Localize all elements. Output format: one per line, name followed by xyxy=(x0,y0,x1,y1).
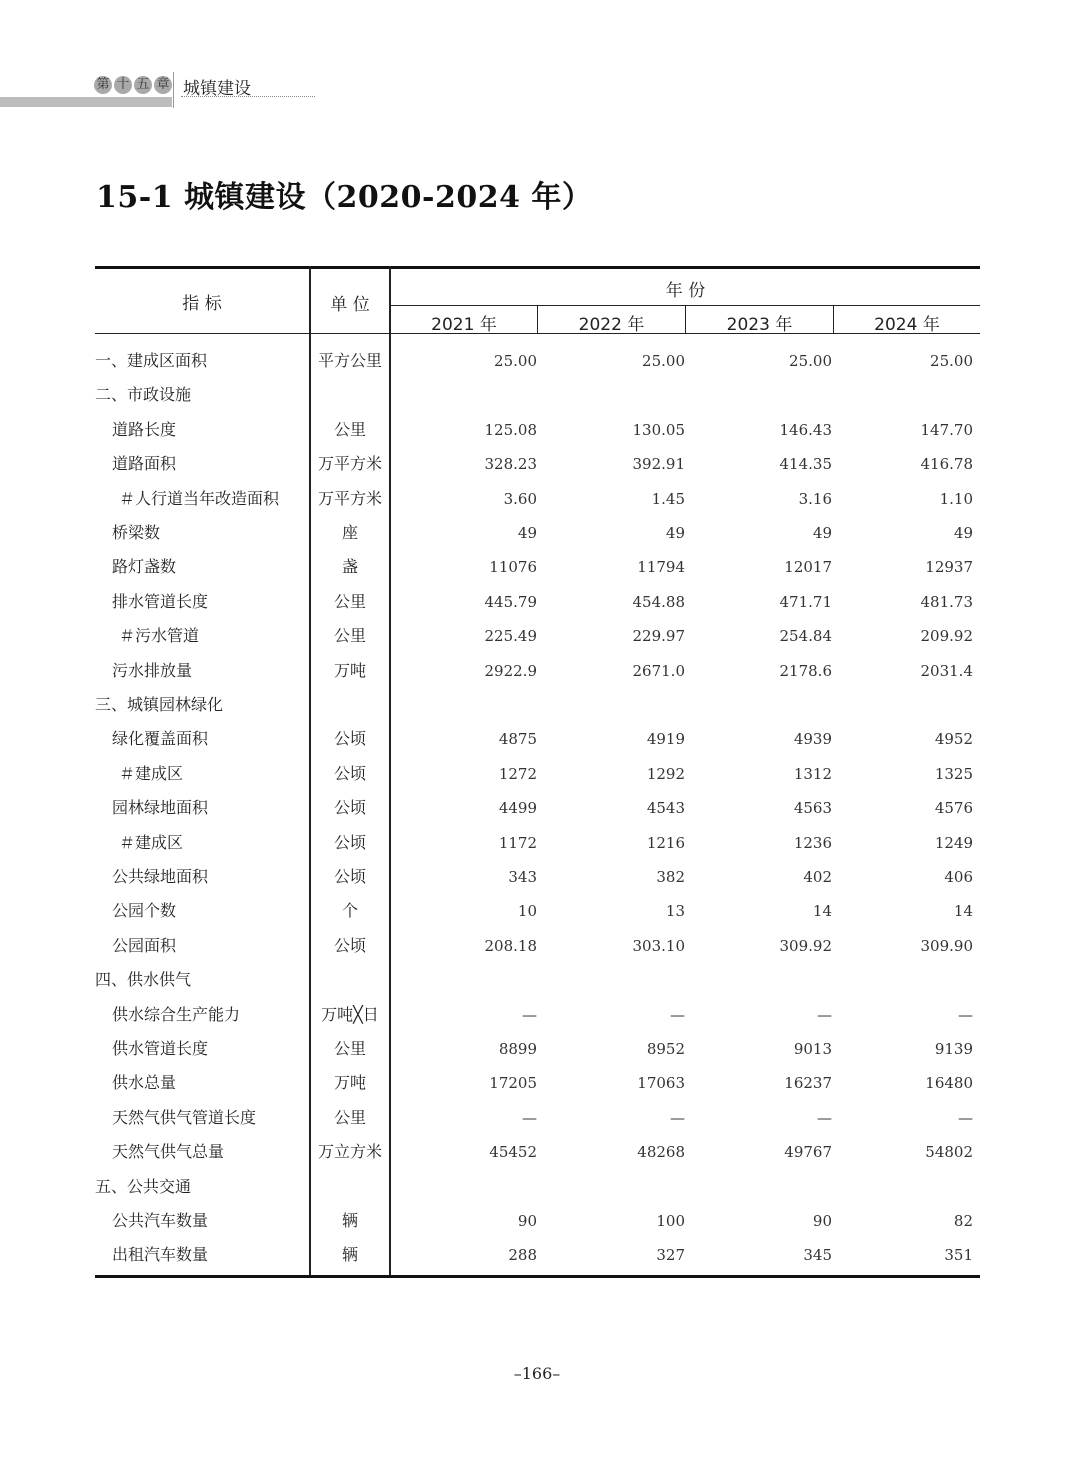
table-row xyxy=(95,1066,980,1100)
page-title: 15-1 城镇建设（2020-2024 年） xyxy=(96,180,593,215)
value-cell: 1325 xyxy=(934,764,973,783)
row-unit: 公里 xyxy=(333,1039,366,1058)
row-label: 二、市政设施 xyxy=(95,385,192,405)
value-cell: 1236 xyxy=(793,833,832,852)
row-label: 天然气供气总量 xyxy=(112,1142,225,1162)
value-cell: 303.10 xyxy=(632,936,685,955)
value-cell: 25.00 xyxy=(789,352,832,370)
value-cell: 100 xyxy=(656,1212,685,1230)
value-cell: 130.05 xyxy=(632,420,685,439)
table-row xyxy=(95,516,980,550)
value-cell: 4563 xyxy=(793,799,832,818)
value-cell: 1312 xyxy=(793,764,832,783)
row-label: 公园个数 xyxy=(112,901,177,921)
value-cell: 343 xyxy=(508,868,537,886)
row-label: 供水管道长度 xyxy=(112,1039,209,1058)
header-year: 2023 年 xyxy=(726,315,793,335)
value-cell: 49 xyxy=(517,524,537,542)
value-cell: 49 xyxy=(812,524,832,542)
value-cell: 9013 xyxy=(793,1040,832,1058)
value-cell: 208.18 xyxy=(484,936,537,955)
value-cell: 17205 xyxy=(489,1074,537,1093)
value-cell: 9139 xyxy=(934,1040,973,1058)
row-unit: 个 xyxy=(341,901,358,921)
row-label: 出租汽车数量 xyxy=(112,1245,209,1265)
value-cell: 481.73 xyxy=(920,592,973,611)
value-cell: 209.92 xyxy=(920,627,973,646)
table-row xyxy=(95,998,980,1032)
value-cell: 2671.0 xyxy=(632,661,685,680)
row-label: 桥梁数 xyxy=(112,523,161,542)
value-cell: 4939 xyxy=(793,730,832,749)
table-row xyxy=(95,378,980,412)
row-label: ＃建成区 xyxy=(119,763,184,783)
value-cell: 1272 xyxy=(498,764,537,783)
row-label: ＃建成区 xyxy=(119,832,184,852)
value-cell: 4875 xyxy=(498,730,537,749)
table-row xyxy=(95,860,980,894)
row-label: 排水管道长度 xyxy=(112,591,209,611)
chapter-char: 十 xyxy=(114,76,132,94)
row-unit: 座 xyxy=(341,523,358,542)
value-cell: — xyxy=(522,1005,537,1024)
row-unit: 平方公里 xyxy=(317,351,382,370)
row-label: 污水排放量 xyxy=(112,660,193,680)
row-unit: 公里 xyxy=(333,626,366,646)
value-cell: 16480 xyxy=(925,1074,973,1093)
header-year: 2024 年 xyxy=(874,315,940,335)
value-cell: 125.08 xyxy=(484,420,537,439)
value-cell: — xyxy=(670,1005,685,1024)
row-unit: 公顷 xyxy=(333,832,366,852)
header-unit: 单 位 xyxy=(330,295,370,315)
value-cell: 416.78 xyxy=(920,455,973,474)
header-year-group: 年 份 xyxy=(665,281,706,301)
row-unit: 公顷 xyxy=(333,798,366,818)
value-cell: — xyxy=(670,1108,685,1127)
row-unit: 万平方米 xyxy=(317,488,382,508)
value-cell: 3.16 xyxy=(798,489,832,508)
row-unit: 公里 xyxy=(333,591,366,611)
row-label: ＃污水管道 xyxy=(119,626,200,646)
value-cell: 3.60 xyxy=(503,489,537,508)
value-cell: 16237 xyxy=(784,1074,832,1093)
value-cell: — xyxy=(958,1108,973,1127)
header-year: 2022 年 xyxy=(578,315,645,335)
value-cell: 146.43 xyxy=(779,420,832,439)
value-cell: 2922.9 xyxy=(484,661,537,680)
value-cell: 392.91 xyxy=(632,455,685,474)
value-cell: 1216 xyxy=(646,833,685,852)
header-year: 2021 年 xyxy=(431,315,497,335)
value-cell: 147.70 xyxy=(920,420,973,439)
value-cell: 2031.4 xyxy=(920,661,973,680)
row-label: 四、供水供气 xyxy=(95,970,192,990)
table-row xyxy=(95,1135,980,1169)
table-row xyxy=(95,894,980,928)
value-cell: 25.00 xyxy=(642,352,685,370)
value-cell: — xyxy=(817,1005,832,1024)
row-unit: 万吨 xyxy=(333,660,366,680)
table-bottom-rule xyxy=(95,1275,980,1278)
row-unit: 辆 xyxy=(341,1211,358,1230)
row-unit: 公顷 xyxy=(333,729,366,749)
table-row xyxy=(95,1204,980,1238)
value-cell: 254.84 xyxy=(779,627,832,646)
table-row xyxy=(95,1238,980,1272)
value-cell: 382 xyxy=(656,868,685,886)
table-row xyxy=(95,585,980,619)
section-title: 城镇建设 xyxy=(183,79,251,99)
value-cell: 14 xyxy=(812,902,832,921)
value-cell: 288 xyxy=(508,1246,537,1265)
chapter-char: 五 xyxy=(134,76,152,94)
header-dotted-rule xyxy=(181,96,315,97)
value-cell: 11794 xyxy=(637,558,685,577)
value-cell: 309.90 xyxy=(920,936,973,955)
table-row xyxy=(95,929,980,963)
value-cell: 1.45 xyxy=(651,489,685,508)
row-unit: 公顷 xyxy=(333,867,366,886)
row-unit: 万平方米 xyxy=(317,454,382,474)
row-label: 绿化覆盖面积 xyxy=(112,729,209,749)
value-cell: 1172 xyxy=(498,833,537,852)
row-label: 路灯盏数 xyxy=(112,557,177,577)
table-row xyxy=(95,550,980,584)
value-cell: 1249 xyxy=(934,833,973,852)
chapter-char: 第 xyxy=(94,76,112,94)
value-cell: 328.23 xyxy=(484,455,537,474)
value-cell: — xyxy=(958,1005,973,1024)
row-unit: 万吨 xyxy=(333,1073,366,1093)
value-cell: 45452 xyxy=(489,1143,537,1162)
value-cell: 13 xyxy=(665,902,685,921)
header-divider xyxy=(173,72,174,108)
value-cell: 14 xyxy=(953,902,973,921)
value-cell: 90 xyxy=(812,1212,832,1230)
value-cell: 8952 xyxy=(646,1040,685,1058)
table-row xyxy=(95,413,980,447)
value-cell: 90 xyxy=(517,1212,537,1230)
row-label: 供水综合生产能力 xyxy=(112,1004,241,1024)
value-cell: 406 xyxy=(944,868,973,886)
table-row xyxy=(95,344,980,378)
row-unit: 辆 xyxy=(341,1245,358,1265)
table-row xyxy=(95,688,980,722)
table-row xyxy=(95,826,980,860)
value-cell: — xyxy=(522,1108,537,1127)
row-unit: 公里 xyxy=(333,419,366,439)
row-unit: 万吨╳日 xyxy=(321,1004,379,1024)
value-cell: 11076 xyxy=(489,558,537,577)
row-unit: 盏 xyxy=(341,557,358,577)
table-row xyxy=(95,1170,980,1204)
table-row xyxy=(95,722,980,756)
value-cell: 10 xyxy=(517,902,537,921)
value-cell: 225.49 xyxy=(484,627,537,646)
row-label: 道路面积 xyxy=(112,454,177,474)
value-cell: 8899 xyxy=(498,1040,537,1058)
row-label: 三、城镇园林绿化 xyxy=(95,695,224,714)
row-label: 公共绿地面积 xyxy=(112,867,209,886)
table-row xyxy=(95,654,980,688)
value-cell: 309.92 xyxy=(779,936,832,955)
table-row xyxy=(95,447,980,481)
value-cell: 4952 xyxy=(934,730,973,749)
value-cell: 327 xyxy=(656,1246,685,1265)
row-unit: 公里 xyxy=(333,1107,366,1127)
value-cell: 351 xyxy=(944,1246,973,1265)
value-cell: 25.00 xyxy=(494,352,537,370)
value-cell: 17063 xyxy=(637,1074,685,1093)
row-label: 供水总量 xyxy=(112,1073,177,1093)
table-row xyxy=(95,963,980,997)
value-cell: 229.97 xyxy=(632,627,685,646)
value-cell: 414.35 xyxy=(779,455,832,474)
value-cell: 345 xyxy=(803,1246,832,1265)
header-bar xyxy=(0,97,172,107)
value-cell: 1.10 xyxy=(939,489,973,508)
value-cell: 471.71 xyxy=(779,592,832,611)
row-unit: 公顷 xyxy=(333,763,366,783)
row-label: 五、公共交通 xyxy=(95,1176,192,1196)
page-number: –166– xyxy=(513,1364,561,1383)
value-cell: 4576 xyxy=(934,799,973,818)
table-row xyxy=(95,482,980,516)
row-label: 公共汽车数量 xyxy=(112,1211,209,1230)
value-cell: 4543 xyxy=(646,799,685,818)
row-label: ＃人行道当年改造面积 xyxy=(119,488,280,508)
row-label: 天然气供气管道长度 xyxy=(112,1107,257,1127)
header-indicator: 指 标 xyxy=(182,294,222,314)
table-top-rule xyxy=(95,266,980,269)
value-cell: 54802 xyxy=(925,1143,973,1162)
value-cell: 25.00 xyxy=(930,352,973,370)
table-row xyxy=(95,757,980,791)
value-cell: 49767 xyxy=(784,1143,832,1162)
row-unit: 万立方米 xyxy=(317,1142,382,1162)
value-cell: 12937 xyxy=(925,558,973,577)
value-cell: 445.79 xyxy=(484,592,537,611)
value-cell: — xyxy=(817,1108,832,1127)
chapter-char: 章 xyxy=(154,76,172,94)
value-cell: 4919 xyxy=(646,730,685,749)
value-cell: 402 xyxy=(803,868,832,886)
row-unit: 公顷 xyxy=(333,935,366,955)
row-label: 公园面积 xyxy=(112,935,177,955)
value-cell: 4499 xyxy=(498,799,537,818)
table-row xyxy=(95,1101,980,1135)
table-row xyxy=(95,619,980,653)
value-cell: 49 xyxy=(953,524,973,542)
value-cell: 48268 xyxy=(637,1143,685,1162)
row-label: 园林绿地面积 xyxy=(112,798,209,818)
table-row xyxy=(95,1032,980,1066)
value-cell: 49 xyxy=(665,524,685,542)
table-row xyxy=(95,791,980,825)
value-cell: 1292 xyxy=(646,764,685,783)
value-cell: 82 xyxy=(953,1212,973,1230)
row-label: 一、建成区面积 xyxy=(95,351,208,370)
value-cell: 454.88 xyxy=(632,592,685,611)
value-cell: 12017 xyxy=(784,558,832,577)
row-label: 道路长度 xyxy=(112,419,177,439)
value-cell: 2178.6 xyxy=(779,661,832,680)
chapter-badge xyxy=(94,76,172,94)
